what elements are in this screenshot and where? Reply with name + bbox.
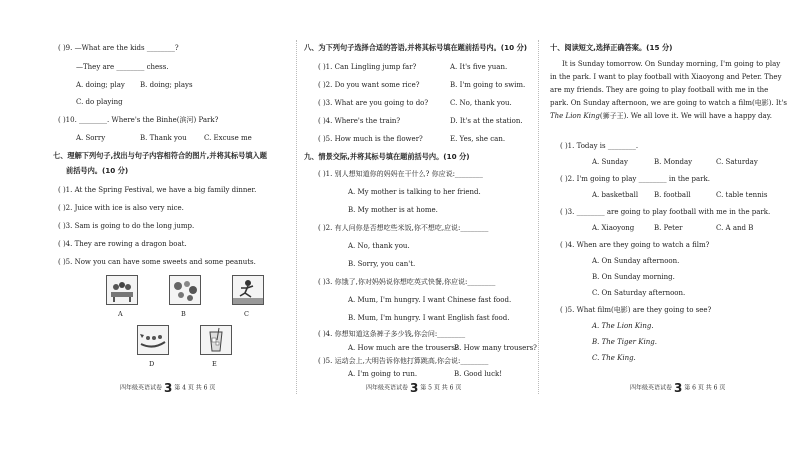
section-7-title: 七、理解下列句子,找出与句子内容相符合的图片,并将其标号填入题 — [53, 151, 267, 160]
picture-e-juice — [200, 325, 232, 355]
section-9-title: 九、情景交际,并将其标号填在题前括号内。(10 分) — [304, 152, 470, 161]
situation-3-option-b: B. Mum, I'm hungry. I want English fast food. — [348, 314, 510, 322]
situation-4-question: ( )4. 你想知道这条裤子多少钱,你会问:________ — [318, 330, 466, 338]
reading-passage — [550, 58, 788, 123]
pair-3-question: ( )3. What are you going to do? — [318, 99, 429, 107]
situation-5-option-b: B. Good luck! — [454, 370, 503, 378]
situation-4-option-a: A. How much are the trousers? — [348, 344, 459, 352]
reading-q3-option-a: A. Xiaoyong — [592, 224, 635, 232]
pair-2-question: ( )2. Do you want some rice? — [318, 81, 420, 89]
reading-q4-option-b: B. On Sunday morning. — [592, 273, 675, 281]
match-item-5: ( )5. Now you can have some sweets and some peanuts. — [58, 258, 256, 266]
reading-q5-option-a: A. The Lion King. — [592, 322, 654, 330]
pair-2-answer: B. I'm going to swim. — [450, 81, 526, 89]
footer-page: 第 4 页 共 6 页 — [174, 384, 216, 392]
footer-number: 3 — [409, 381, 419, 395]
pair-4-question: ( )4. Where's the train? — [318, 117, 401, 125]
picture-a-label: A — [118, 310, 123, 318]
footer-title: 四年级英语试卷 — [120, 384, 163, 392]
q10-option-b: B. Thank you — [140, 134, 187, 142]
situation-5-option-a: A. I'm going to run. — [348, 370, 418, 378]
passage-text-1: It is Sunday tomorrow. On Sunday morning, I'm going to play in the park. I want to play football with Xiaoyong and Peter. They are my friends. They are going to play football with me in the park. On Sunday afternoon, we are going to watch a film(电影). It's — [550, 60, 788, 107]
pair-3-answer: C. No, thank you. — [450, 99, 512, 107]
picture-c-label: C — [244, 310, 249, 318]
pair-5-answer: E. Yes, she can. — [450, 135, 506, 143]
reading-q3-options — [592, 223, 790, 233]
q9-option-b: B. doing; plays — [140, 81, 193, 89]
picture-d-label: D — [149, 360, 155, 368]
picture-a-dinner — [106, 275, 138, 305]
match-item-2: ( )2. Juice with ice is also very nice. — [58, 204, 184, 212]
reading-q2-stem: ( )2. I'm going to play ________ in the park. — [560, 175, 710, 183]
reading-q1-option-a: A. Sunday — [592, 158, 628, 166]
q10-stem: ( )10. ________. Where's the Binhe(滨河) Park? — [58, 116, 219, 124]
passage-text-2: (狮子王). We all love it. We will have a happy day. — [599, 112, 772, 120]
situation-2-option-b: B. Sorry, you can't. — [348, 260, 416, 268]
reading-q3-stem: ( )3. ________ are going to play football with me in the park. — [560, 208, 771, 216]
footer-title: 四年级英语试卷 — [366, 384, 409, 392]
reading-q1-stem: ( )1. Today is ________. — [560, 142, 639, 150]
situation-2-question: ( )2. 有人问你是否想吃些米饭,你不想吃,应说:________ — [318, 224, 489, 232]
pair-5-question: ( )5. How much is the flower? — [318, 135, 423, 143]
situation-3-question: ( )3. 你饿了,你对妈妈说你想吃英式快餐,你应说:________ — [318, 278, 496, 286]
reading-q3-option-b: B. Peter — [654, 224, 683, 232]
page-divider — [296, 40, 297, 394]
reading-q1-option-b: B. Monday — [654, 158, 693, 166]
picture-d-dragon-boat — [137, 325, 169, 355]
reading-q4-option-c: C. On Saturday afternoon. — [592, 289, 686, 297]
passage-film-title: The Lion King — [550, 112, 600, 120]
q9-answer-line: —They are ________ chess. — [76, 63, 169, 71]
q10-option-a: A. Sorry — [76, 134, 106, 142]
situation-3-option-a: A. Mum, I'm hungry. I want Chinese fast food. — [348, 296, 512, 304]
q9-stem: ( )9. —What are the kids ________? — [58, 44, 179, 52]
q10-option-c: C. Excuse me — [204, 134, 252, 142]
pair-4-answer: D. It's at the station. — [450, 117, 523, 125]
reading-q1-options — [592, 157, 790, 167]
picture-b-sweets — [169, 275, 201, 305]
footer-number: 3 — [673, 381, 683, 395]
q9-option-c: C. do playing — [76, 98, 123, 106]
situation-1-option-a: A. My mother is talking to her friend. — [348, 188, 481, 196]
footer-page: 第 5 页 共 6 页 — [420, 384, 462, 392]
match-item-4: ( )4. They are rowing a dragon boat. — [58, 240, 187, 248]
reading-q4-stem: ( )4. When are they going to watch a film? — [560, 241, 710, 249]
footer-title: 四年级英语试卷 — [630, 384, 673, 392]
reading-q5-option-b: B. The Tiger King. — [592, 338, 657, 346]
section-10-title: 十、阅读短文,选择正确答案。(15 分) — [550, 43, 673, 52]
situation-1-option-b: B. My mother is at home. — [348, 206, 438, 214]
q10-options — [76, 133, 286, 143]
reading-q3-option-c: C. A and B — [716, 224, 754, 232]
picture-b-label: B — [181, 310, 186, 318]
match-item-3: ( )3. Sam is going to do the long jump. — [58, 222, 195, 230]
page-footer-4 — [120, 383, 215, 394]
footer-number: 3 — [163, 381, 173, 395]
reading-q2-options — [592, 190, 790, 200]
section-8-title: 八、为下列句子选择合适的答语,并将其标号填在题前括号内。(10 分) — [304, 43, 528, 52]
page-footer-6 — [630, 383, 725, 394]
situation-5-container — [318, 0, 537, 464]
reading-q2-option-a: A. basketball — [592, 191, 639, 199]
reading-q5-stem: ( )5. What film(电影) are they going to see? — [560, 306, 712, 314]
reading-q1-option-c: C. Saturday — [716, 158, 758, 166]
pair-1-answer: A. It's five yuan. — [450, 63, 508, 71]
reading-q4-option-a: A. On Sunday afternoon. — [592, 257, 680, 265]
reading-q2-option-c: C. table tennis — [716, 191, 768, 199]
picture-e-label: E — [212, 360, 217, 368]
situation-2-option-a: A. No, thank you. — [348, 242, 410, 250]
picture-c-long-jump — [232, 275, 264, 305]
page-divider — [538, 40, 539, 394]
section-7-title-cont: 前括号内。(10 分) — [66, 166, 129, 175]
q9-options — [76, 80, 286, 90]
match-item-1: ( )1. At the Spring Festival, we have a big family dinner. — [58, 186, 257, 194]
q9-option-a: A. doing; play — [76, 81, 125, 89]
pair-1-question: ( )1. Can Lingling jump far? — [318, 63, 417, 71]
situation-5-question: ( )5. 运动会上,大明告诉你他打算跳高,你会说:________ — [318, 357, 489, 365]
reading-q5-option-c: C. The King. — [592, 354, 636, 362]
exam-page-6 — [550, 0, 790, 464]
footer-page: 第 6 页 共 6 页 — [684, 384, 726, 392]
exam-page-4 — [53, 0, 286, 464]
reading-q2-option-b: B. football — [654, 191, 691, 199]
situation-1-question: ( )1. 别人想知道你的妈妈在干什么? 你应说:________ — [318, 170, 483, 178]
situation-4-option-b: B. How many trousers? — [454, 344, 537, 352]
